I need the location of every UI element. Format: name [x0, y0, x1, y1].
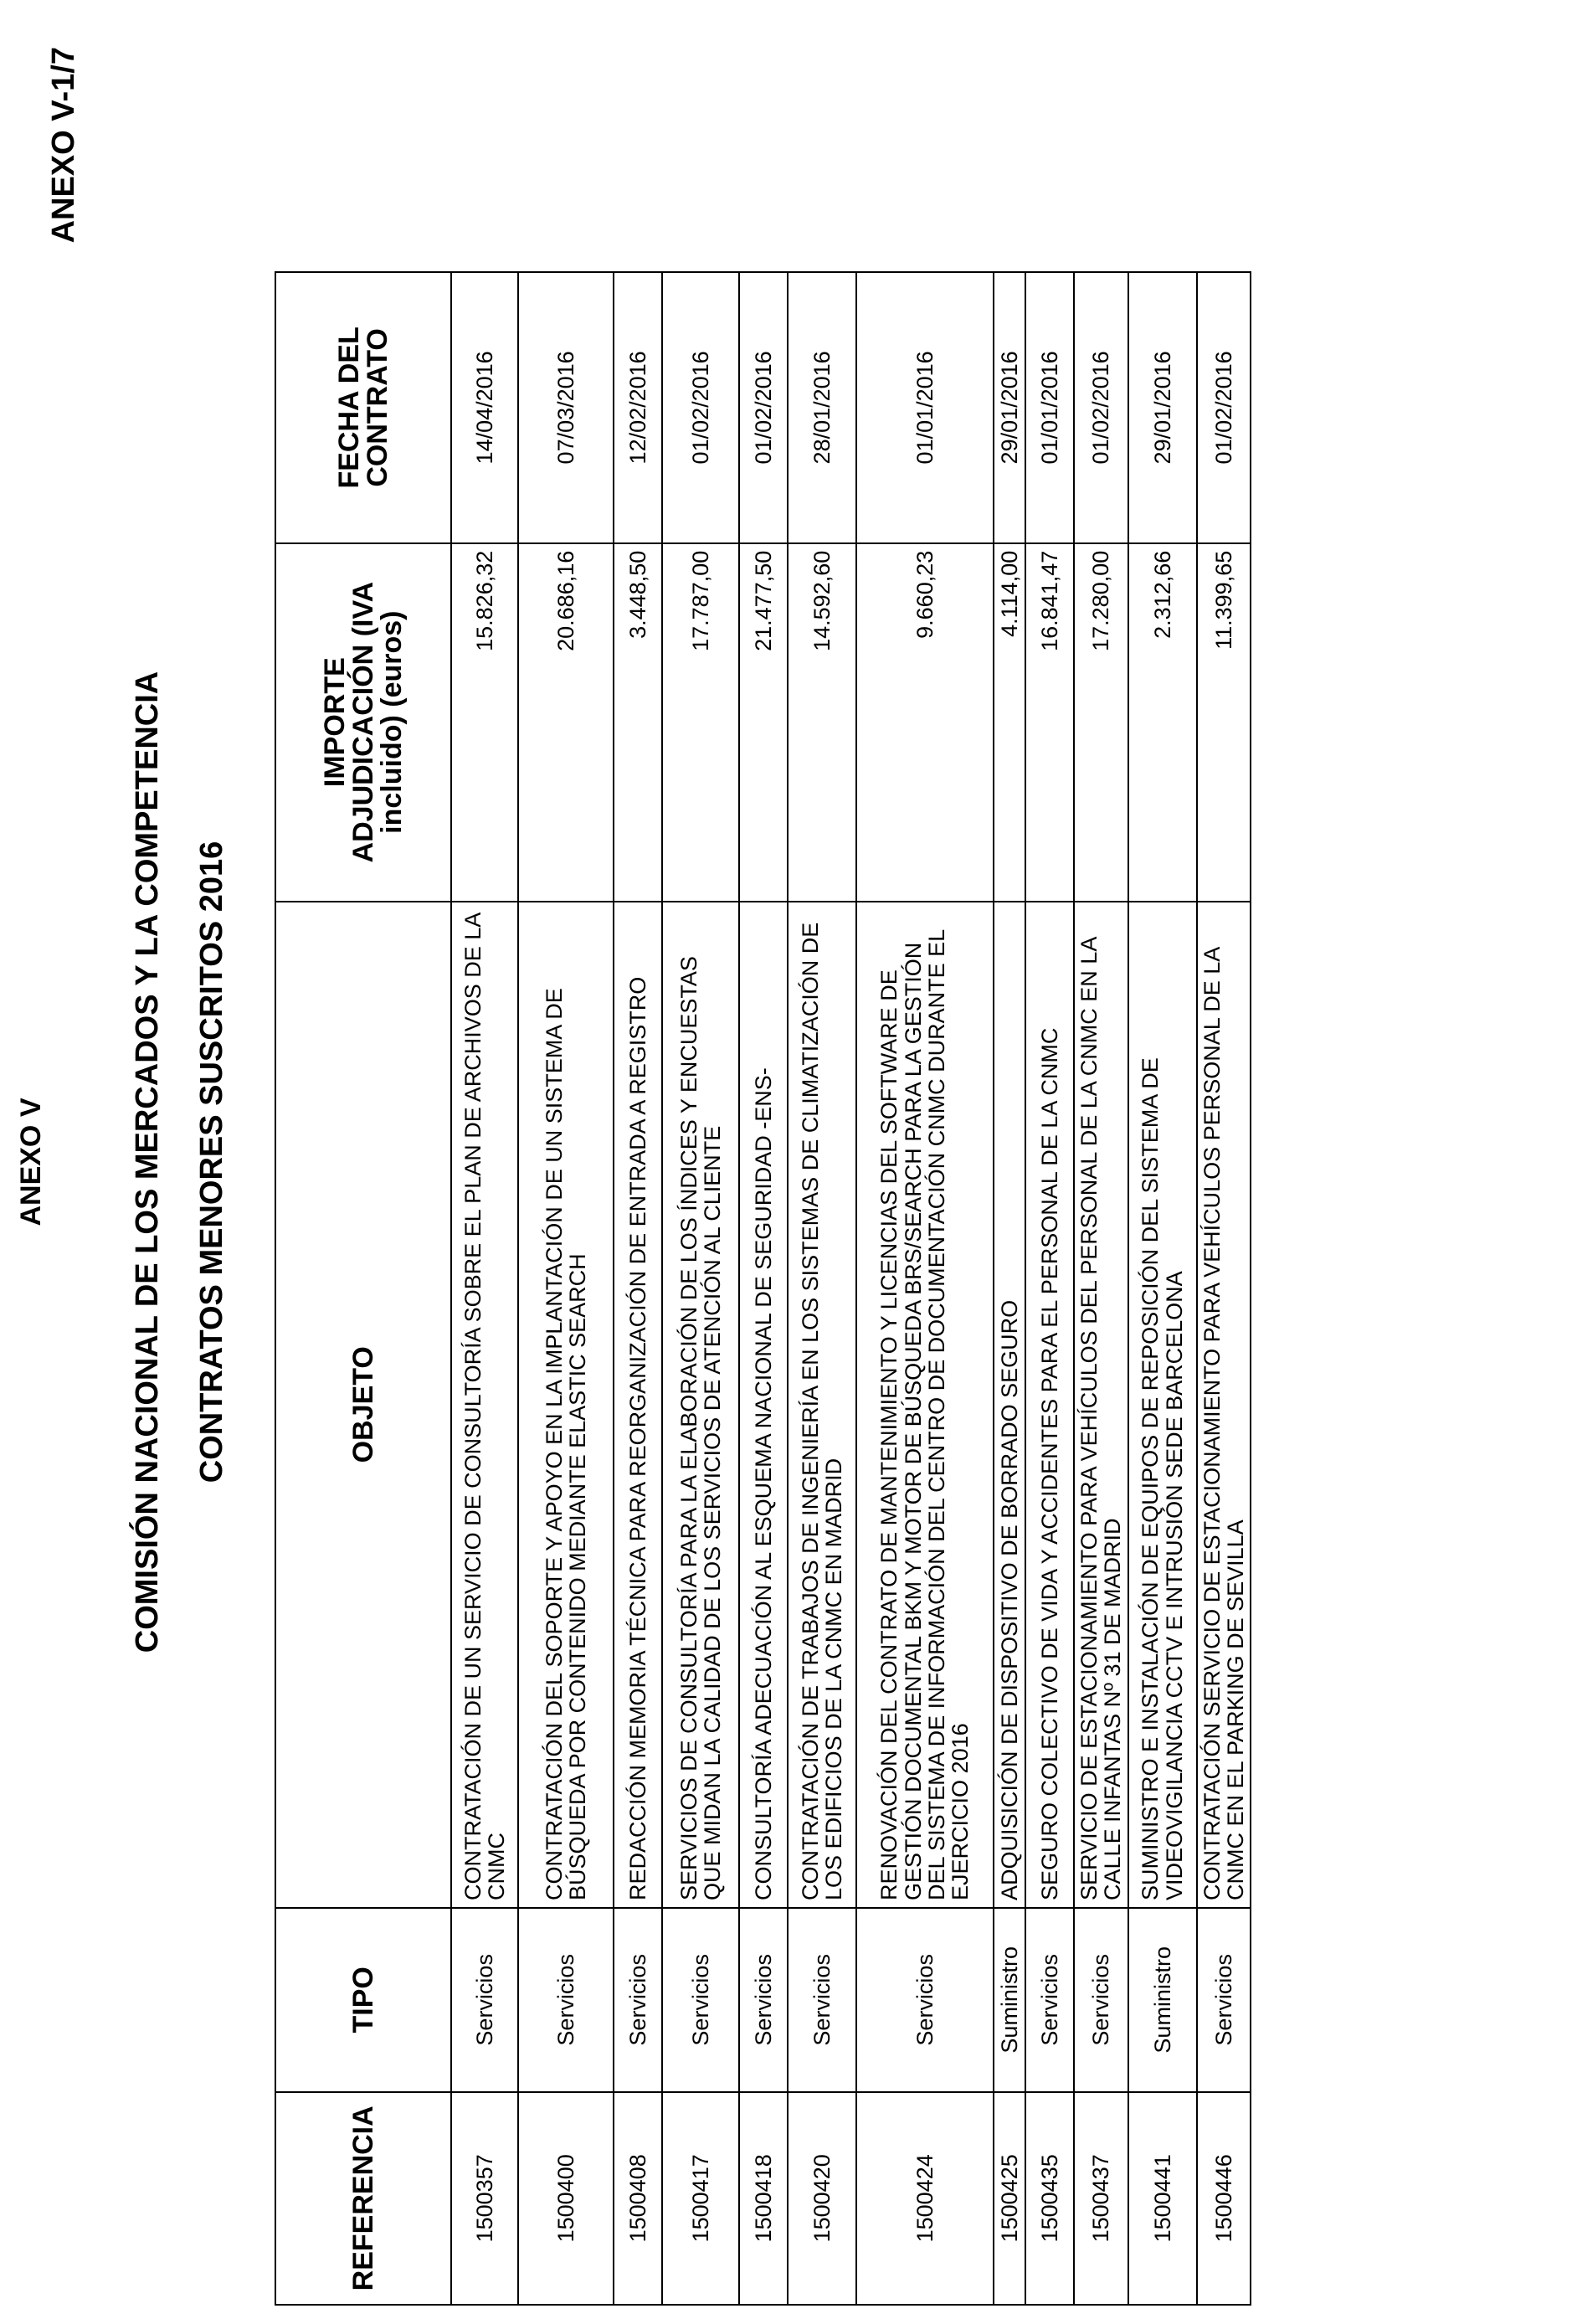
cell-tipo: Servicios [518, 1908, 614, 2092]
page-tag: ANEXO V-1/7 [46, 47, 81, 244]
table-header-row [275, 272, 451, 2305]
organization-title: COMISIÓN NACIONAL DE LOS MERCADOS Y LA COMPETENCIA [130, 671, 165, 1653]
table-row [518, 272, 614, 2305]
cell-fecha: 01/01/2016 [856, 272, 994, 543]
cell-objeto: SERVICIO DE ESTACIONAMIENTO PARA VEHÍCULOS DEL PERSONAL DE LA CNMC EN LA CALLE INFANTAS Nº 31 DE MADRID [1074, 902, 1128, 1908]
cell-fecha: 01/02/2016 [739, 272, 788, 543]
cell-objeto: CONTRATACIÓN DE UN SERVICIO DE CONSULTORÍA SOBRE EL PLAN DE ARCHIVOS DE LA CNMC [451, 902, 518, 1908]
cell-fecha: 01/02/2016 [1074, 272, 1128, 543]
contracts-table [275, 271, 1251, 2306]
cell-importe: 17.787,00 [662, 543, 739, 902]
cell-tipo: Suministro [994, 1908, 1025, 2092]
cell-objeto: CONTRATACIÓN DEL SOPORTE Y APOYO EN LA IMPLANTACIÓN DE UN SISTEMA DE BÚSQUEDA POR CONTENIDO MEDIANTE ELASTIC SEARCH [518, 902, 614, 1908]
document-subtitle: CONTRATOS MENORES SUSCRITOS 2016 [194, 841, 229, 1483]
annex-title: ANEXO V [15, 1098, 47, 1226]
table-row [451, 272, 518, 2305]
cell-referencia: 1500417 [662, 2092, 739, 2305]
cell-importe: 15.826,32 [451, 543, 518, 902]
table-row [1197, 272, 1251, 2305]
header-objeto: OBJETO [275, 902, 451, 1908]
cell-importe: 20.686,16 [518, 543, 614, 902]
table-row [662, 272, 739, 2305]
table-row [1025, 272, 1074, 2305]
header-referencia: REFERENCIA [275, 2092, 451, 2305]
cell-fecha: 12/02/2016 [614, 272, 662, 543]
cell-objeto: RENOVACIÓN DEL CONTRATO DE MANTENIMIENTO Y LICENCIAS DEL SOFTWARE DE GESTIÓN DOCUMENTAL BKM Y MOTOR DE BÚSQUEDA BRS/SEARCH PARA LA GESTIÓN DEL SISTEMA DE INFORMACIÓN DEL CENTRO DE DOCUMENTACIÓN CNMC DURANTE EL EJERCICIO 2016 [856, 902, 994, 1908]
cell-importe: 21.477,50 [739, 543, 788, 902]
cell-tipo: Servicios [856, 1908, 994, 2092]
cell-objeto: CONSULTORÍA ADECUACIÓN AL ESQUEMA NACIONAL DE SEGURIDAD -ENS- [739, 902, 788, 1908]
cell-tipo: Servicios [788, 1908, 856, 2092]
cell-objeto: SEGURO COLECTIVO DE VIDA Y ACCIDENTES PARA EL PERSONAL DE LA CNMC [1025, 902, 1074, 1908]
cell-objeto: SUMINISTRO E INSTALACIÓN DE EQUIPOS DE REPOSICIÓN DEL SISTEMA DE VIDEOVIGILANCIA CCTV E INTRUSIÓN SEDE BARCELONA [1128, 902, 1197, 1908]
cell-fecha: 28/01/2016 [788, 272, 856, 543]
cell-importe: 4.114,00 [994, 543, 1025, 902]
cell-referencia: 1500400 [518, 2092, 614, 2305]
cell-objeto: ADQUISICIÓN DE DISPOSITIVO DE BORRADO SEGURO [994, 902, 1025, 1908]
cell-objeto: CONTRATACIÓN DE TRABAJOS DE INGENIERÍA EN LOS SISTEMAS DE CLIMATIZACIÓN DE LOS EDIFICIOS DE LA CNMC EN MADRID [788, 902, 856, 1908]
cell-importe: 9.660,23 [856, 543, 994, 902]
cell-fecha: 29/01/2016 [994, 272, 1025, 543]
cell-fecha: 29/01/2016 [1128, 272, 1197, 543]
cell-referencia: 1500435 [1025, 2092, 1074, 2305]
table-row [1074, 272, 1128, 2305]
cell-tipo: Servicios [1074, 1908, 1128, 2092]
cell-importe: 17.280,00 [1074, 543, 1128, 902]
cell-referencia: 1500357 [451, 2092, 518, 2305]
cell-objeto: CONTRATACIÓN SERVICIO DE ESTACIONAMIENTO PARA VEHÍCULOS PERSONAL DE LA CNMC EN EL PARKING DE SEVILLA [1197, 902, 1251, 1908]
cell-tipo: Servicios [739, 1908, 788, 2092]
cell-referencia: 1500420 [788, 2092, 856, 2305]
cell-fecha: 01/01/2016 [1025, 272, 1074, 543]
cell-referencia: 1500424 [856, 2092, 994, 2305]
cell-referencia: 1500418 [739, 2092, 788, 2305]
cell-tipo: Suministro [1128, 1908, 1197, 2092]
cell-fecha: 14/04/2016 [451, 272, 518, 543]
table-row [856, 272, 994, 2305]
cell-tipo: Servicios [662, 1908, 739, 2092]
cell-importe: 2.312,66 [1128, 543, 1197, 902]
table-row [739, 272, 788, 2305]
cell-referencia: 1500425 [994, 2092, 1025, 2305]
cell-tipo: Servicios [451, 1908, 518, 2092]
cell-referencia: 1500441 [1128, 2092, 1197, 2305]
cell-importe: 11.399,65 [1197, 543, 1251, 902]
table-row [1128, 272, 1197, 2305]
cell-tipo: Servicios [614, 1908, 662, 2092]
header-importe: IMPORTE ADJUDICACIÓN (IVA incluido) (euros) [275, 543, 451, 902]
table-row [994, 272, 1025, 2305]
cell-fecha: 01/02/2016 [1197, 272, 1251, 543]
header-fecha: FECHA DEL CONTRATO [275, 272, 451, 543]
table-row [614, 272, 662, 2305]
cell-referencia: 1500408 [614, 2092, 662, 2305]
cell-fecha: 07/03/2016 [518, 272, 614, 543]
cell-objeto: REDACCIÓN MEMORIA TÉCNICA PARA REORGANIZACIÓN DE ENTRADA A REGISTRO [614, 902, 662, 1908]
table-row [788, 272, 856, 2305]
cell-importe: 3.448,50 [614, 543, 662, 902]
cell-importe: 14.592,60 [788, 543, 856, 902]
cell-tipo: Servicios [1025, 1908, 1074, 2092]
cell-importe: 16.841,47 [1025, 543, 1074, 902]
header-tipo: TIPO [275, 1908, 451, 2092]
cell-referencia: 1500446 [1197, 2092, 1251, 2305]
cell-tipo: Servicios [1197, 1908, 1251, 2092]
cell-referencia: 1500437 [1074, 2092, 1128, 2305]
cell-objeto: SERVICIOS DE CONSULTORÍA PARA LA ELABORACIÓN DE LOS ÍNDICES Y ENCUESTAS QUE MIDAN LA CALIDAD DE LOS SERVICIOS DE ATENCIÓN AL CLIENTE [662, 902, 739, 1908]
cell-fecha: 01/02/2016 [662, 272, 739, 543]
